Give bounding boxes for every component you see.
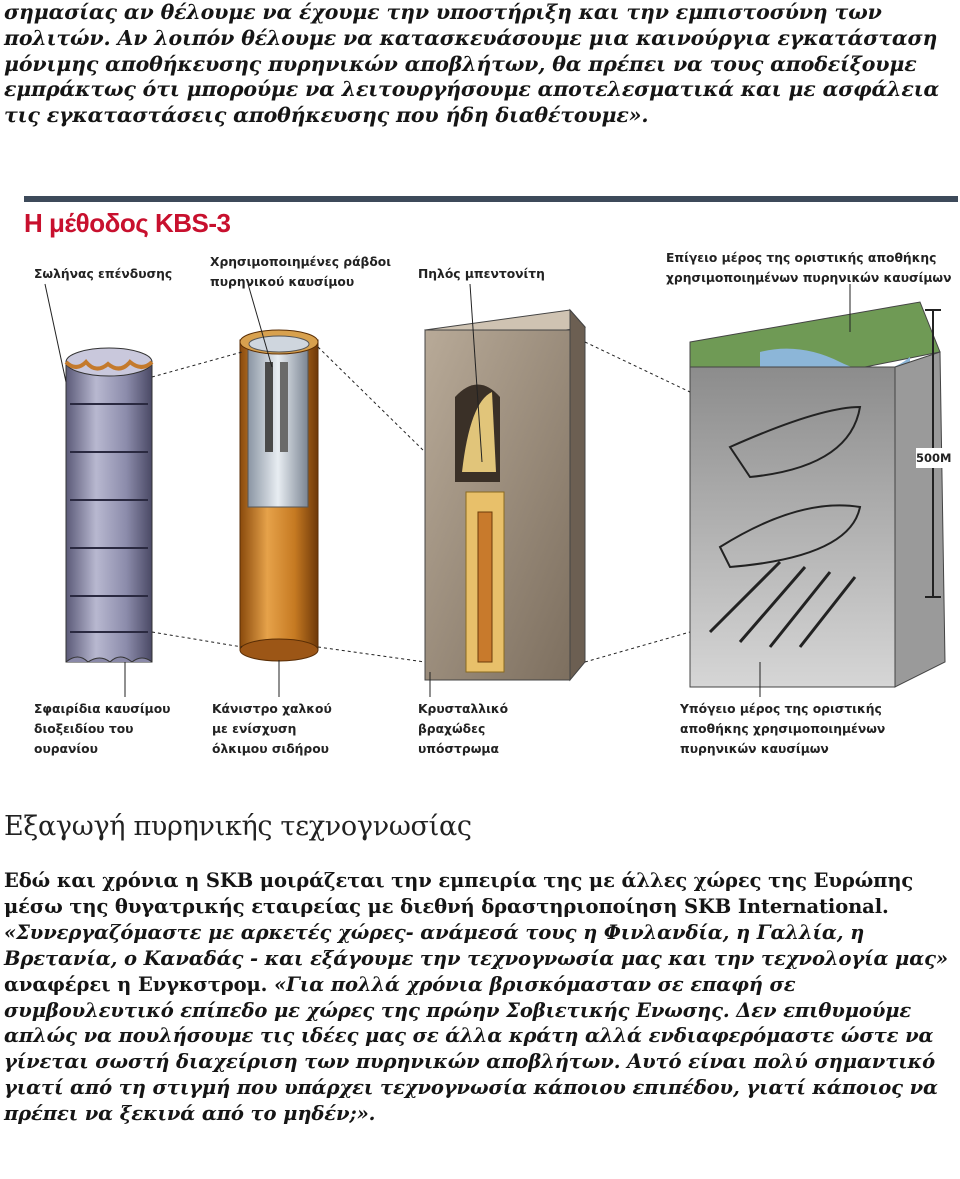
copper-canister-illustration bbox=[240, 330, 318, 661]
label-fuel-rods-line2: πυρηνικού καυσίμου bbox=[210, 275, 355, 289]
body-paragraph bbox=[4, 868, 954, 1127]
label-pellets-line3: ουρανίου bbox=[34, 742, 98, 756]
label-casing-tube: Σωλήνας επένδυσης bbox=[34, 267, 173, 281]
label-rock-line1: Κρυσταλλικό bbox=[418, 702, 509, 716]
label-rock-line2: βραχώδες bbox=[418, 722, 486, 736]
casing-tube-illustration bbox=[66, 348, 152, 662]
label-underground-line3: πυρηνικών καυσίμων bbox=[680, 742, 829, 756]
label-canister-line1: Κάνιστρο χαλκού bbox=[212, 702, 332, 716]
label-surface-line1: Επίγειο μέρος της οριστικής αποθήκης bbox=[666, 251, 937, 265]
label-pellets-line2: διοξειδίου του bbox=[34, 722, 134, 736]
figure-title: Η μέθοδος KBS-3 bbox=[24, 208, 231, 238]
label-underground-line1: Υπόγειο μέρος της οριστικής bbox=[680, 702, 882, 716]
label-depth: 500Μ bbox=[916, 448, 951, 468]
body-text-part1: Εδώ και χρόνια η SKB μοιράζεται την εμπειρία της με άλλες χώρες της Ευρώπης μέσω της θυγατρικής εταιρείας με διεθνή δραστηριοποίηση SKB International. bbox=[4, 869, 914, 918]
body-text-part2: αναφέρει η Ενγκστρομ. bbox=[4, 972, 275, 996]
label-canister-line2: με ενίσχυση bbox=[212, 722, 297, 736]
label-surface-line2: χρησιμοποιημένων πυρηνικών καυσίμων bbox=[666, 271, 952, 285]
figure-header-rule bbox=[24, 196, 958, 202]
label-underground-line2: αποθήκης χρησιμοποιημένων bbox=[680, 722, 886, 736]
body-text-part3: Δεν επιθυμούμε απλώς να πουλήσουμε τις ιδέες μας σε άλλα κράτη αλλά ενδιαφερόμαστε ώστε να γίνεται σωστή διαχείριση των πυρηνικών αποβλήτων. Αυτό είναι πολύ σημαντικό γιατί από τη στιγμή που υπάρχει τεχνογνωσία κάποιου επιπέδου, γιατί κάποιος να πρέπει να ξεκινά από το μηδέν;». bbox=[4, 998, 938, 1126]
repository-cross-section-illustration bbox=[690, 302, 945, 687]
kbs3-infographic bbox=[0, 192, 960, 767]
intro-paragraph: σημασίας αν θέλουμε να έχουμε την υποστήριξη και την εμπιστοσύνη των πολιτών. Αν λοιπόν θέλουμε να κατασκευάσουμε μια καινούργια εγκατάσταση μόνιμης αποθήκευσης πυρηνικών αποβλήτων, θα πρέπει να τους αποδείξουμε εμπράκτως ότι μπορούμε να λειτουργήσουμε αποτελεσματικά και με ασφάλεια τις εγκαταστάσεις αποθήκευσης που ήδη διαθέτουμε». bbox=[4, 0, 940, 128]
label-pellets-line1: Σφαιρίδια καυσίμου bbox=[34, 702, 171, 716]
body-quote1: «Συνεργαζόμαστε με αρκετές χώρες- ανάμεσά τους η Φινλανδία, η Γαλλία, η Βρετανία, ο Καναδάς - και εξάγουμε την τεχνογνωσία μας και την τεχνολογία μας» bbox=[4, 920, 948, 970]
label-canister-line3: όλκιμου σιδήρου bbox=[212, 742, 329, 756]
label-fuel-rods-line1: Χρησιμοποιημένες ράβδοι bbox=[210, 255, 392, 269]
body-quote2: «Για πολλά χρόνια βρισκόμασταν σε επαφή σε συμβουλευτικό επίπεδο με χώρες της πρώην Σοβιετικής Ενωσης. bbox=[4, 972, 796, 1022]
label-bentonite: Πηλός μπεντονίτη bbox=[418, 267, 545, 281]
bentonite-rock-block-illustration bbox=[425, 310, 585, 680]
section-title: Εξαγωγή πυρηνικής τεχνογνωσίας bbox=[4, 811, 472, 842]
label-rock-line3: υπόστρωμα bbox=[418, 742, 499, 756]
